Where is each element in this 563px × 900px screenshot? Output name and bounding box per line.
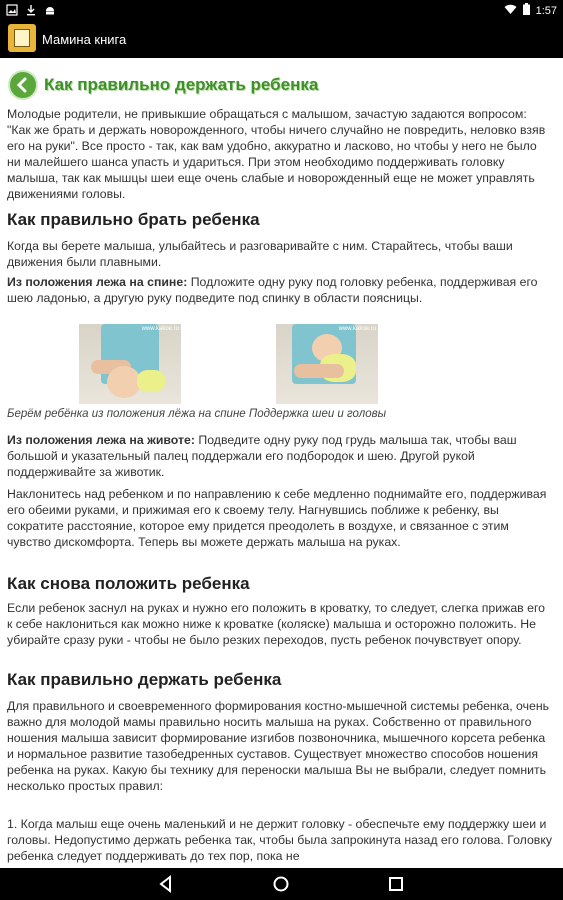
back-position-label: Из положения лежа на спине: (7, 275, 188, 289)
battery-icon (523, 3, 530, 18)
photo-watermark: www.kakoe.ru (141, 326, 179, 332)
system-status (504, 3, 557, 18)
article-content[interactable] (0, 58, 563, 868)
section-heading-take-baby: Как правильно брать ребенка (7, 210, 260, 229)
rule-1-paragraph: 1. Когда малыш еще очень маленький и не держит головку - обеспечьте ему поддержку шеи и головы. Недопустимо держать ребенка так, чтобы была запрокинута назад его голова. Головку ребенка следует поддерживать до тех пор, пока не (7, 817, 552, 863)
back-nav-button[interactable] (156, 874, 176, 894)
app-title: Мамина книга (42, 32, 127, 47)
image-notification-icon (6, 3, 18, 15)
back-button[interactable] (8, 70, 38, 100)
section3-paragraph: Для правильного и своевременного формирования костно-мышечной системы ребенка, очень важно для молодой мамы правильно носить малыша на руках. Собственно от правильного ношения малыша зависит формирование изгибов позвоночника, мышечного корсета ребенка и нормальное развитие тазобедренных суставов. Существует множество способов ношения ребенка на руках. Какую бы технику для переноски малыша Вы не выбрали, следует помнить несколько простых правил: (7, 699, 550, 793)
photo-lift-from-back (79, 324, 181, 404)
circle-home-icon (271, 874, 291, 894)
wifi-icon (504, 4, 517, 18)
android-notification-icon (44, 3, 56, 15)
lean-over-paragraph: Наклонитесь над ребенком и по направлению к себе медленно поднимайте его, поддерживая его обеими руками, и прижимая его к своему телу. Нагнувшись поближе к ребенку, вы сократите расстояние, которое ему придется преодолеть в воздухе, и связанное с этим чувство дискомфорта. Теперь вы можете держать малыша на руках. (7, 487, 547, 549)
download-notification-icon (25, 3, 37, 15)
photo-watermark: www.kakoe.ru (338, 326, 376, 332)
section-heading-hold-baby: Как правильно держать ребенка (7, 670, 282, 689)
page-title: Как правильно держать ребенка (44, 75, 319, 94)
clock: 1:57 (535, 4, 557, 17)
recents-nav-button[interactable] (386, 874, 406, 894)
app-book-icon[interactable] (8, 24, 36, 52)
home-nav-button[interactable] (271, 874, 291, 894)
photo-support-neck-head (276, 324, 378, 404)
notification-icons (6, 3, 56, 15)
belly-position-text: Подведите одну руку под грудь малыша так, чтобы ваш большой и указательный палец поддержали его подбородок и шею. Другой рукой поддерживайте за животик. (7, 433, 517, 479)
triangle-back-icon (156, 874, 176, 894)
square-recents-icon (386, 874, 406, 894)
section-heading-put-down: Как снова положить ребенка (7, 574, 250, 593)
app-bar (0, 20, 563, 58)
navigation-bar (0, 868, 563, 900)
section2-paragraph: Если ребенок заснул на руках и нужно его положить в кроватку, то следует, слегка прижав его к себе наклониться как можно ниже к кроватке (коляске) малыша и осторожно положить. Не убирайте сразу руки - чтобы не было резких переходов, пусть ребенок почувствует опору. (7, 601, 546, 647)
photo-caption: Берём ребёнка из положения лёжа на спине Поддержка шеи и головы (7, 408, 387, 420)
belly-position-label: Из положения лежа на животе: (7, 433, 195, 447)
belly-position-paragraph (7, 432, 553, 480)
section1-paragraph: Когда вы берете малыша, улыбайтесь и разговаривайте с ним. Старайтесь, чтобы ваши движения были плавными. (7, 239, 513, 269)
back-position-paragraph (7, 274, 553, 306)
page-header (8, 68, 318, 102)
intro-paragraph: Молодые родители, не привыкшие обращаться с малышом, зачастую задаются вопросом: "Как же брать и держать новорожденного, чтобы ничего случайно не повредить, неловко взяв его на руки". Все просто - так, как вам удобно, аккуратно и ласково, но чтобы у него не было ни малейшего шанса упасть и удариться. При этом необходимо поддерживать головку малыша, так как мышцы шеи еще очень слабые и новорожденный еще не может управлять движениями головы. (7, 107, 546, 201)
arrow-left-icon (15, 77, 31, 93)
back-position-text: Подложите одну руку под головку ребенка, поддерживая его шею ладонью, а другую руку подведите под спинку в области поясницы. (7, 275, 538, 305)
status-bar (0, 0, 563, 20)
